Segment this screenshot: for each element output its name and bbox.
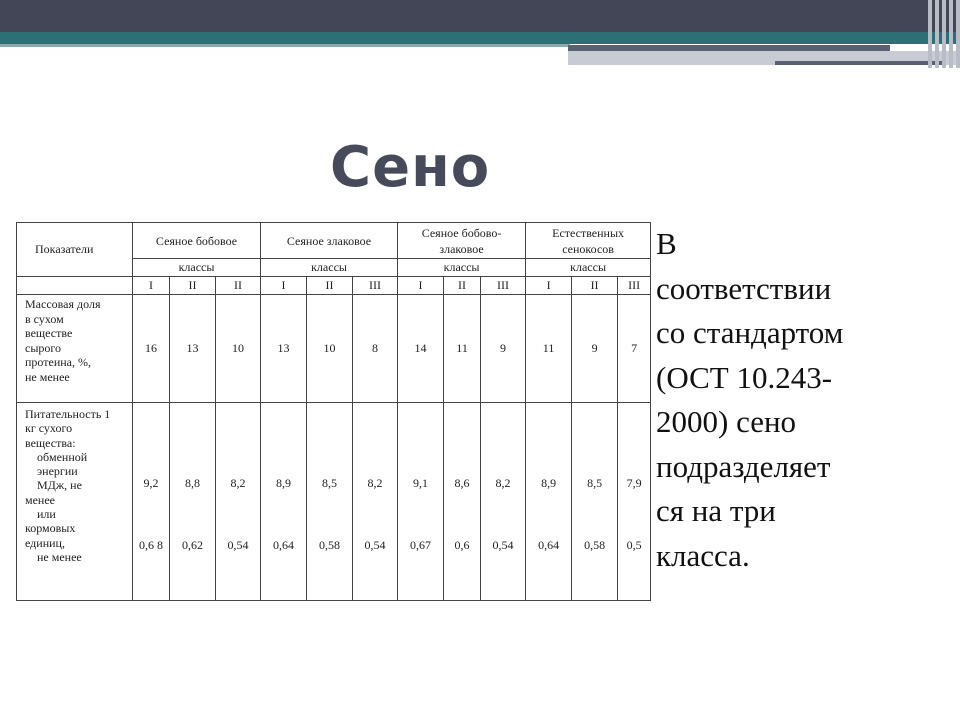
feed-units-value: 0,54 <box>492 538 514 552</box>
class-header: I <box>398 277 444 295</box>
header-empty-cell <box>17 277 133 295</box>
energy-value: 8,5 <box>587 476 603 490</box>
class-header: III <box>353 277 398 295</box>
feed-units-value: 0,6 <box>454 538 470 552</box>
body-line: со стандартом <box>656 315 844 350</box>
class-header: I <box>133 277 170 295</box>
decor-band-dark <box>568 45 890 51</box>
nutrition-cell <box>618 403 651 601</box>
protein-value: 10 <box>216 295 261 403</box>
protein-value: 11 <box>444 295 481 403</box>
teal-decor-bar <box>0 32 960 44</box>
energy-value: 8,6 <box>454 476 470 490</box>
nutrition-cell <box>353 403 398 601</box>
slide-body-text <box>656 222 946 578</box>
body-line: соответствии <box>656 270 832 306</box>
nutrition-cell <box>526 403 572 601</box>
nutrition-cell <box>307 403 353 601</box>
energy-value: 9,1 <box>413 476 429 490</box>
body-line: ся на три <box>656 493 776 528</box>
class-header: II <box>444 277 481 295</box>
class-header: II <box>216 277 261 295</box>
protein-value: 10 <box>307 295 353 403</box>
energy-value: 8,2 <box>367 476 383 490</box>
nutrition-cell <box>133 403 170 601</box>
row-protein-label: Массовая доля в сухом веществе сырого протеина, %, не менее <box>17 295 133 403</box>
decor-band-short <box>775 61 943 65</box>
nutrition-cell <box>444 403 481 601</box>
header-group-grass: Сеяное злаковое <box>261 223 398 259</box>
classes-label: классы <box>526 259 651 277</box>
protein-value: 13 <box>170 295 216 403</box>
protein-value: 9 <box>572 295 618 403</box>
protein-value: 16 <box>133 295 170 403</box>
body-line: подразделяет <box>656 448 831 484</box>
classes-label: классы <box>398 259 526 277</box>
protein-value: 14 <box>398 295 444 403</box>
feed-units-value: 0,67 <box>410 538 432 552</box>
feed-units-value: 0,6 8 <box>139 538 163 552</box>
protein-value: 9 <box>481 295 526 403</box>
classes-label: классы <box>133 259 261 277</box>
class-header: I <box>261 277 307 295</box>
body-line: (ОСТ 10.243- <box>656 359 833 395</box>
nutrition-cell <box>481 403 526 601</box>
row-nutrition-label: Питательность 1 кг сухого вещества: обменной энергии МДж, не менее или кормовых единиц, не менее <box>17 403 133 601</box>
top-decor-bar <box>0 0 960 32</box>
energy-value: 8,2 <box>230 476 246 490</box>
protein-value: 11 <box>526 295 572 403</box>
thin-decor-line <box>0 44 570 47</box>
header-group-legume-grass: Сеяное бобово-злаковое <box>398 223 526 259</box>
header-group-natural: Естественных сенокосов <box>526 223 651 259</box>
feed-units-value: 0,5 <box>626 538 642 552</box>
energy-value: 8,5 <box>322 476 338 490</box>
nutrition-cell <box>170 403 216 601</box>
header-group-legume: Сеяное бобовое <box>133 223 261 259</box>
class-header: III <box>618 277 651 295</box>
energy-value: 8,9 <box>276 476 292 490</box>
protein-value: 7 <box>618 295 651 403</box>
nutrition-cell <box>261 403 307 601</box>
nutrition-cell <box>572 403 618 601</box>
body-line: класса. <box>656 537 750 573</box>
class-header: II <box>572 277 618 295</box>
feed-units-value: 0,62 <box>182 538 203 552</box>
energy-value: 8,9 <box>541 476 557 490</box>
decor-stripes <box>928 0 960 68</box>
slide-title: Сено <box>330 135 491 200</box>
energy-value: 8,8 <box>185 476 200 490</box>
feed-units-value: 0,58 <box>584 538 606 552</box>
feed-units-value: 0,64 <box>538 538 560 552</box>
class-header: I <box>526 277 572 295</box>
energy-value: 7,9 <box>626 476 642 490</box>
classes-label: классы <box>261 259 398 277</box>
class-header: II <box>307 277 353 295</box>
energy-value: 9,2 <box>143 476 159 490</box>
feed-units-value: 0,64 <box>273 538 295 552</box>
nutrition-cell <box>398 403 444 601</box>
hay-classes-table <box>16 222 651 601</box>
feed-units-value: 0,54 <box>364 538 386 552</box>
class-header: III <box>481 277 526 295</box>
feed-units-value: 0,54 <box>227 538 249 552</box>
protein-value: 8 <box>353 295 398 403</box>
protein-value: 13 <box>261 295 307 403</box>
header-param: Показатели <box>17 223 133 277</box>
feed-units-value: 0,58 <box>319 538 341 552</box>
energy-value: 8,2 <box>495 476 511 490</box>
body-line: В <box>656 226 677 261</box>
nutrition-cell <box>216 403 261 601</box>
body-line: 2000) сено <box>656 404 797 439</box>
class-header: II <box>170 277 216 295</box>
